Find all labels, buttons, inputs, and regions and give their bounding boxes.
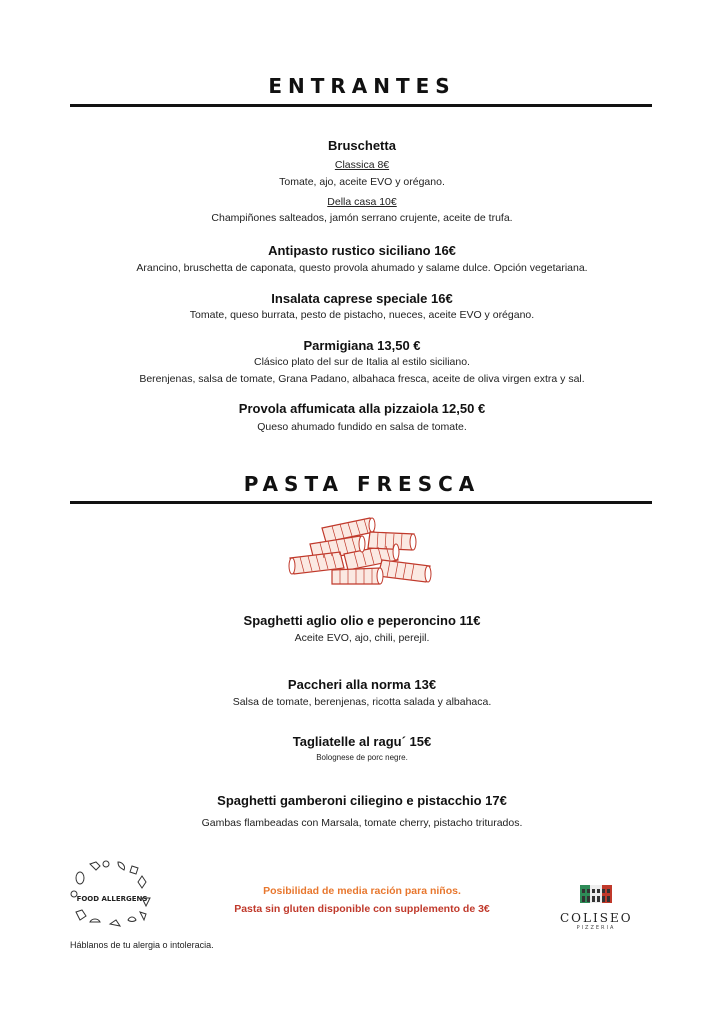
colosseum-icon	[578, 882, 614, 904]
item-name: Parmigiana 13,50 €	[303, 338, 421, 353]
item-variant-label: Della casa 10€	[327, 196, 397, 208]
item-description: Clásico plato del sur de Italia al estilo siciliano.	[254, 356, 470, 368]
item-description: Berenjenas, salsa de tomate, Grana Padano, albahaca fresca, aceite de oliva virgen extra y sal.	[139, 373, 585, 385]
allergens-badge-text: FOOD ALLERGENS	[76, 895, 148, 903]
item-description: Tomate, queso burrata, pesto de pistacho, nueces, aceite EVO y orégano.	[189, 309, 535, 321]
item-description: Bolognese de porc negre.	[316, 753, 408, 762]
logo-name: COLISEO	[560, 911, 633, 925]
item-description: Tomate, ajo, aceite EVO y orégano.	[279, 176, 445, 188]
item-description: Gambas flambeadas con Marsala, tomate cherry, pistacho triturados.	[201, 817, 523, 829]
gluten-free-notice: Pasta sin gluten disponible con supplemento de 3€	[234, 903, 490, 915]
item-name: Spaghetti aglio olio e peperoncino 11€	[243, 613, 481, 628]
item-description: Aceite EVO, ajo, chili, perejil.	[294, 632, 430, 644]
food-allergens-badge	[66, 858, 158, 939]
item-name: Spaghetti gamberoni ciliegino e pistacchio 17€	[217, 793, 507, 808]
section-divider	[70, 104, 652, 107]
item-name: Antipasto rustico siciliano 16€	[268, 243, 456, 258]
item-description: Arancino, bruschetta de caponata, questo provola ahumado y salame dulce. Opción vegetariana.	[136, 262, 588, 274]
item-name: Tagliatelle al ragu´ 15€	[292, 734, 432, 749]
allergens-icon	[66, 858, 158, 934]
item-description: Champiñones salteados, jamón serrano crujente, aceite de trufa.	[211, 212, 513, 224]
item-name: Bruschetta	[328, 138, 396, 153]
coliseo-logo	[560, 882, 632, 931]
kids-portion-notice: Posibilidad de media ración para niños.	[263, 885, 461, 897]
logo-subtitle: PIZZERIA	[576, 925, 616, 931]
item-name: Provola affumicata alla pizzaiola 12,50 €	[238, 401, 486, 416]
item-description: Salsa de tomate, berenjenas, ricotta salada y albahaca.	[232, 696, 492, 708]
item-description: Queso ahumado fundido en salsa de tomate.	[257, 421, 467, 433]
section-divider	[70, 501, 652, 504]
penne-pasta-illustration	[282, 514, 442, 586]
section-title-pasta: PASTA FRESCA	[243, 472, 481, 496]
allergen-note: Háblanos de tu alergia o intoleracia.	[70, 940, 214, 950]
section-title-entrantes: ENTRANTES	[268, 74, 456, 98]
item-variant-label: Classica 8€	[334, 159, 390, 171]
item-name: Insalata caprese speciale 16€	[271, 291, 453, 306]
item-name: Paccheri alla norma 13€	[287, 677, 437, 692]
